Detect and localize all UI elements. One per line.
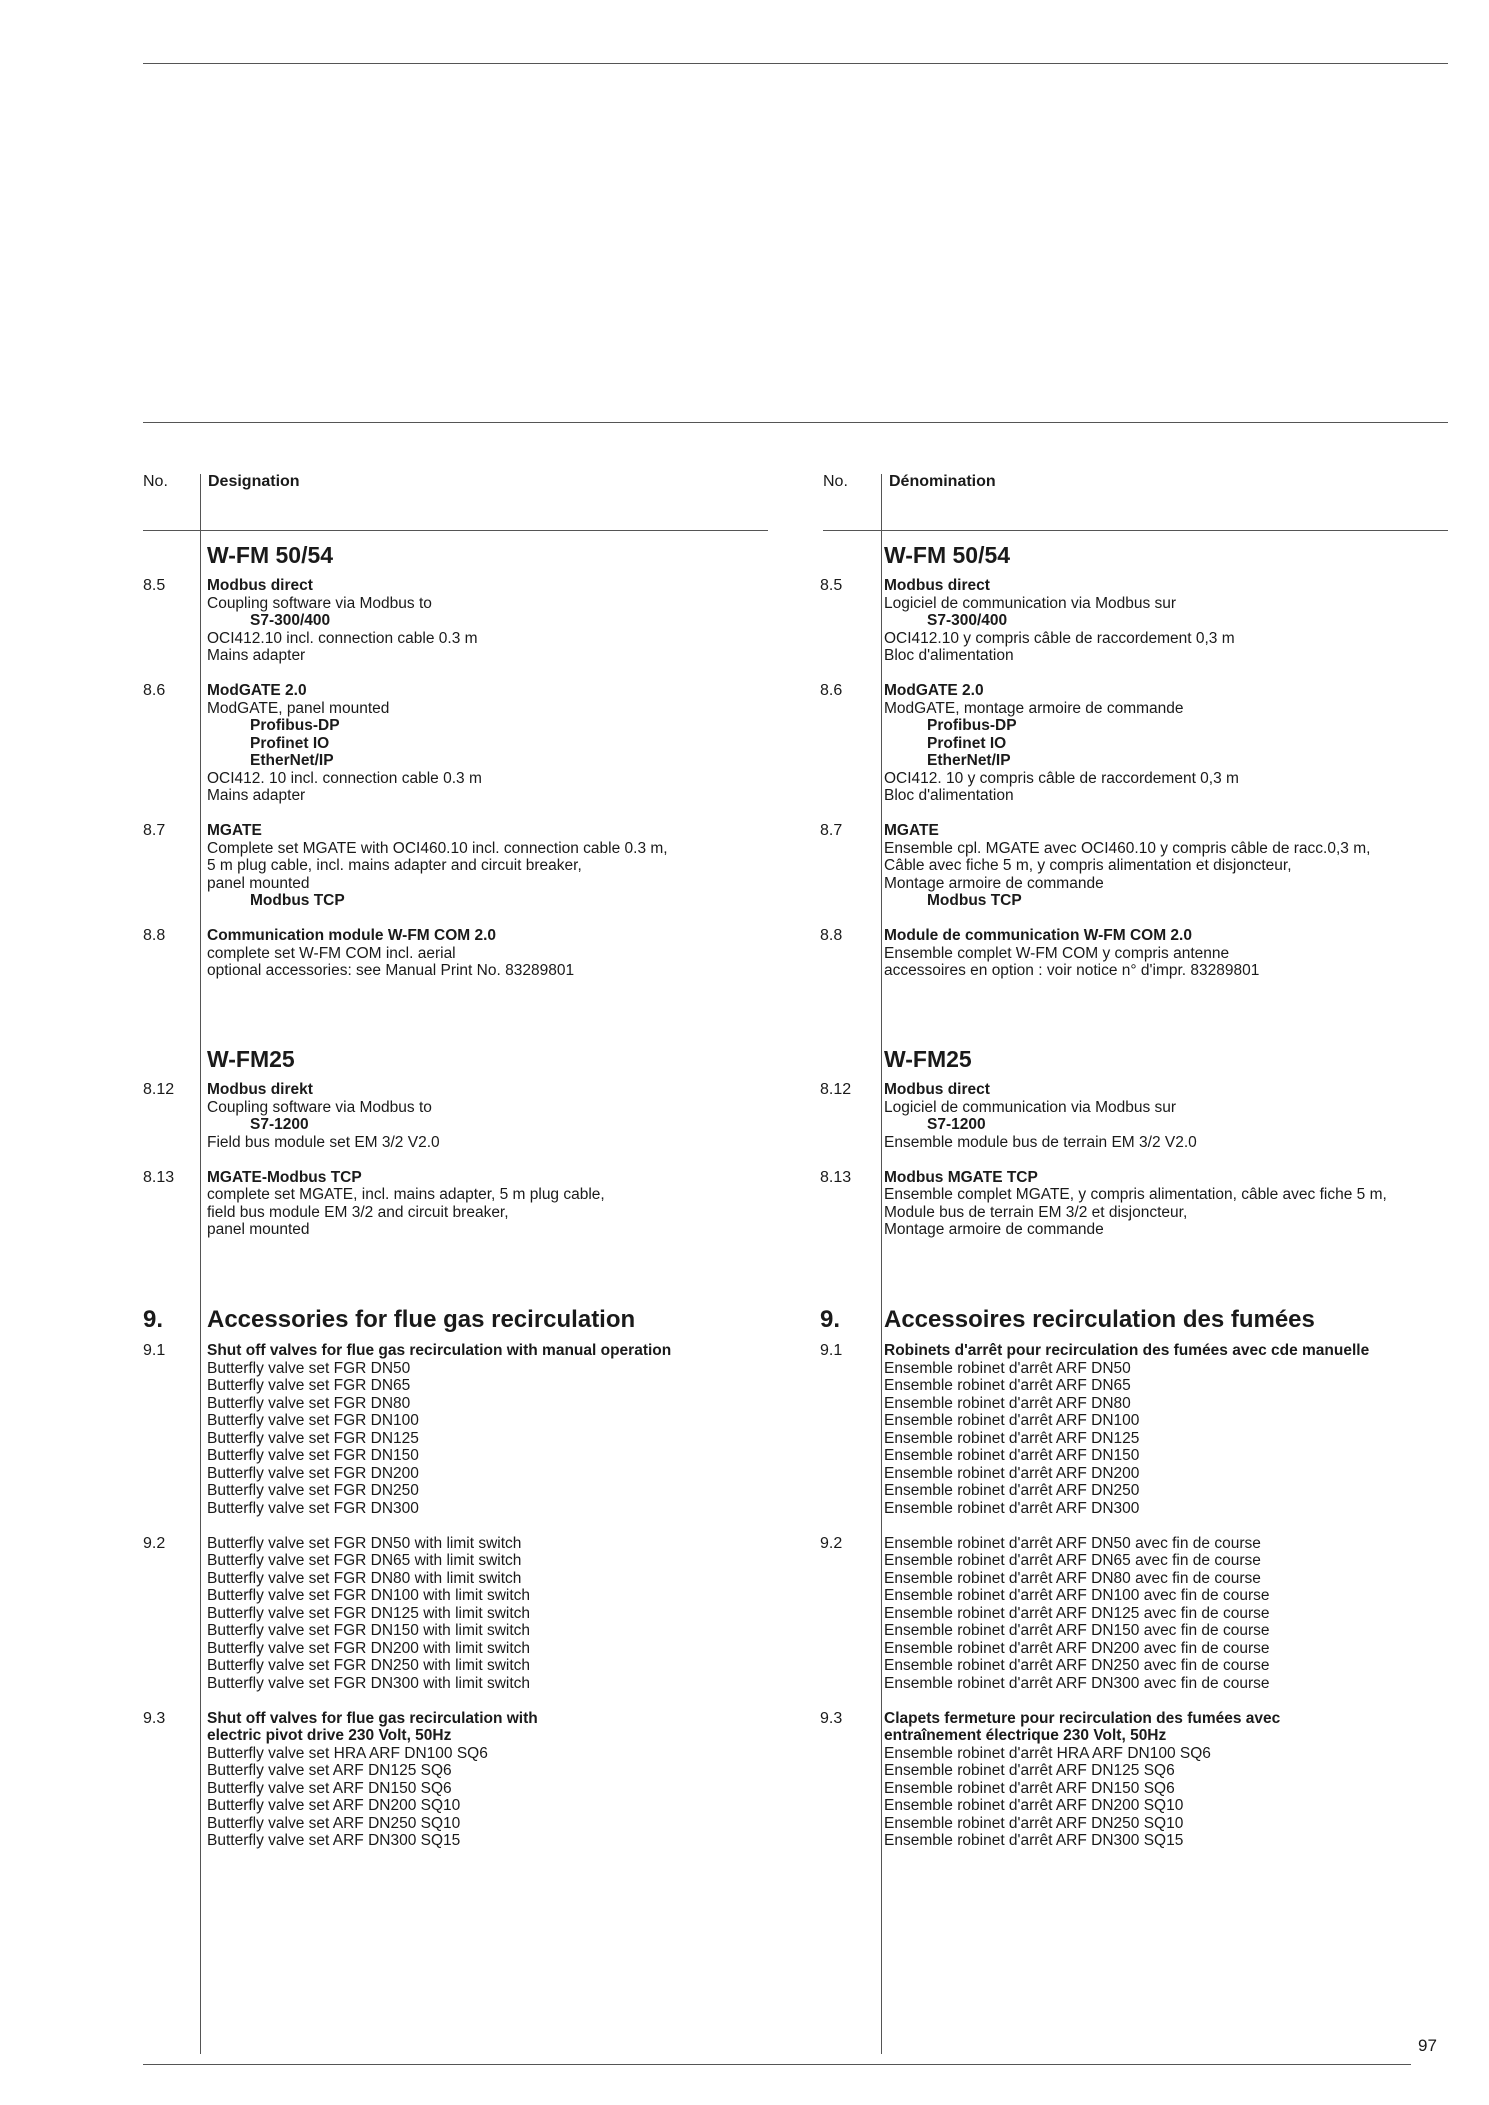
item-number: 8.6 <box>820 682 843 699</box>
item-heading: Robinets d'arrêt pour recirculation des fumées avec cde manuelle <box>884 1342 1370 1359</box>
item-line: Butterfly valve set FGR DN50 with limit switch <box>207 1534 522 1552</box>
item-line: Butterfly valve set HRA ARF DN100 SQ6 <box>207 1744 488 1762</box>
item-line: Ensemble robinet d'arrêt ARF DN300 <box>884 1499 1140 1517</box>
item-entry <box>143 1081 763 1151</box>
item-number: 9.1 <box>820 1342 843 1359</box>
item-heading: Modbus MGATE TCP <box>884 1168 1038 1186</box>
item-variant: S7-1200 <box>250 1116 309 1133</box>
item-line: Butterfly valve set FGR DN150 <box>207 1447 419 1464</box>
item-line: Butterfly valve set FGR DN250 <box>207 1482 419 1499</box>
item-description <box>207 1342 763 1517</box>
section-title: Accessories for flue gas recirculation <box>207 1306 636 1333</box>
group-spacer <box>820 1256 1450 1300</box>
group-spacer <box>820 997 1450 1041</box>
item-entry <box>143 1169 763 1239</box>
left-column <box>143 537 763 1867</box>
table-top-rule <box>143 422 1448 423</box>
item-entry <box>143 682 763 805</box>
item-line: OCI412. 10 incl. connection cable 0.3 m <box>207 769 482 787</box>
item-description <box>207 577 763 665</box>
item-heading: Clapets fermeture pour recirculation des fumées avec <box>884 1709 1281 1727</box>
item-number: 8.12 <box>143 1081 175 1098</box>
item-line: 5 m plug cable, incl. mains adapter and circuit breaker, <box>207 857 582 874</box>
item-heading: MGATE-Modbus TCP <box>207 1168 362 1186</box>
item-entry <box>143 1710 763 1850</box>
item-line: Bloc d'alimentation <box>884 647 1014 664</box>
group-title: W-FM25 <box>207 1046 295 1072</box>
item-line: ModGATE, montage armoire de commande <box>884 699 1184 717</box>
item-number: 8.8 <box>820 927 843 944</box>
item-description <box>207 682 763 805</box>
item-line: complete set MGATE, incl. mains adapter, 5 m plug cable, <box>207 1186 605 1203</box>
item-number: 8.13 <box>143 1168 175 1186</box>
item-line: OCI412.10 y compris câble de raccordement 0,3 m <box>884 629 1235 647</box>
item-line: Ensemble robinet d'arrêt ARF DN300 SQ15 <box>884 1832 1184 1849</box>
item-line: Butterfly valve set FGR DN300 with limit switch <box>207 1674 531 1692</box>
item-variant: Profibus-DP <box>250 717 340 734</box>
item-line: Butterfly valve set FGR DN200 <box>207 1464 419 1482</box>
item-variant: EtherNet/IP <box>250 752 334 769</box>
item-entry <box>820 1342 1450 1517</box>
header-no-left: No. <box>143 473 168 490</box>
bottom-rule <box>143 2064 1411 2065</box>
item-line: Butterfly valve set FGR DN125 <box>207 1429 419 1447</box>
item-line: panel mounted <box>207 874 310 892</box>
item-entry <box>820 1710 1450 1850</box>
item-line: OCI412. 10 y compris câble de raccordement 0,3 m <box>884 769 1239 787</box>
item-line: Ensemble robinet d'arrêt ARF DN200 <box>884 1464 1140 1482</box>
section-title: Accessoires recirculation des fumées <box>884 1306 1315 1333</box>
item-description <box>884 822 1450 910</box>
item-heading: ModGATE 2.0 <box>884 682 984 699</box>
item-line: panel mounted <box>207 1221 310 1238</box>
item-description <box>207 1169 763 1239</box>
item-line: Butterfly valve set FGR DN125 with limit switch <box>207 1604 531 1622</box>
item-line: Ensemble robinet d'arrêt HRA ARF DN100 SQ6 <box>884 1744 1211 1762</box>
item-entry <box>143 1535 763 1693</box>
group-title: W-FM 50/54 <box>207 542 334 568</box>
page-number: 97 <box>1418 2036 1437 2055</box>
item-line: Ensemble robinet d'arrêt ARF DN150 <box>884 1447 1140 1464</box>
item-line: Ensemble robinet d'arrêt ARF DN125 avec fin de course <box>884 1604 1270 1622</box>
item-variant: S7-1200 <box>927 1116 986 1133</box>
item-number: 8.12 <box>820 1081 852 1098</box>
item-line: Montage armoire de commande <box>884 874 1104 892</box>
item-line: Ensemble cpl. MGATE avec OCI460.10 y compris câble de racc.0,3 m, <box>884 839 1371 857</box>
item-number: 9.2 <box>820 1534 843 1552</box>
item-entry <box>143 927 763 980</box>
item-variant: S7-300/400 <box>927 612 1008 629</box>
group-spacer <box>143 997 763 1041</box>
item-number: 8.7 <box>820 822 843 839</box>
item-description <box>207 822 763 910</box>
item-variant: Modbus TCP <box>927 892 1022 909</box>
item-line: Butterfly valve set FGR DN65 <box>207 1377 411 1394</box>
header-no-right: No. <box>823 473 848 490</box>
item-line: Field bus module set EM 3/2 V2.0 <box>207 1133 440 1151</box>
item-entry <box>820 1169 1450 1239</box>
item-number: 9.2 <box>143 1534 166 1552</box>
item-description <box>884 682 1450 805</box>
item-description <box>207 927 763 980</box>
item-line: Ensemble robinet d'arrêt ARF DN250 SQ10 <box>884 1814 1184 1832</box>
item-description <box>207 1081 763 1151</box>
item-line: Butterfly valve set FGR DN100 <box>207 1412 419 1429</box>
item-heading: ModGATE 2.0 <box>207 682 307 699</box>
item-line: Mains adapter <box>207 647 306 664</box>
header-rule-left <box>143 530 768 531</box>
group-spacer <box>143 1256 763 1300</box>
item-line: Ensemble robinet d'arrêt ARF DN100 <box>884 1412 1140 1429</box>
right-column <box>820 537 1450 1867</box>
item-number: 9.1 <box>143 1342 166 1359</box>
item-line: Coupling software via Modbus to <box>207 1098 432 1116</box>
section-number: 9. <box>143 1306 164 1333</box>
header-designation-right: Dénomination <box>889 473 996 490</box>
item-line: Butterfly valve set ARF DN150 SQ6 <box>207 1779 452 1797</box>
item-line: Butterfly valve set FGR DN200 with limit switch <box>207 1639 531 1657</box>
item-line: Ensemble robinet d'arrêt ARF DN250 <box>884 1482 1140 1499</box>
item-line: Ensemble complet W-FM COM y compris antenne <box>884 944 1230 962</box>
item-line: Butterfly valve set FGR DN100 with limit switch <box>207 1587 531 1604</box>
item-line: Butterfly valve set FGR DN80 <box>207 1394 411 1412</box>
item-line: Butterfly valve set FGR DN80 with limit switch <box>207 1569 522 1587</box>
item-entry <box>820 1535 1450 1693</box>
item-line: Montage armoire de commande <box>884 1221 1104 1238</box>
item-line: Ensemble robinet d'arrêt ARF DN150 avec fin de course <box>884 1622 1270 1639</box>
group-title: W-FM 50/54 <box>884 542 1011 568</box>
item-line: Mains adapter <box>207 787 306 804</box>
item-heading: Communication module W-FM COM 2.0 <box>207 927 497 944</box>
item-variant: Profibus-DP <box>927 717 1017 734</box>
header-designation-left: Designation <box>208 473 300 490</box>
item-line: Logiciel de communication via Modbus sur <box>884 1098 1177 1116</box>
item-number: 8.8 <box>143 927 166 944</box>
item-description <box>884 577 1450 665</box>
item-number: 9.3 <box>820 1709 843 1727</box>
item-variant: Profinet IO <box>250 734 330 752</box>
item-heading: Modbus direct <box>884 577 990 594</box>
item-line: Complete set MGATE with OCI460.10 incl. connection cable 0.3 m, <box>207 839 668 857</box>
group-title: W-FM25 <box>884 1046 972 1072</box>
item-line: Logiciel de communication via Modbus sur <box>884 594 1177 612</box>
item-line: Butterfly valve set ARF DN200 SQ10 <box>207 1797 461 1814</box>
item-heading: Modbus direct <box>884 1081 990 1098</box>
item-line: Butterfly valve set FGR DN150 with limit switch <box>207 1622 531 1639</box>
item-line: Butterfly valve set FGR DN65 with limit switch <box>207 1552 522 1569</box>
item-line: Butterfly valve set ARF DN125 SQ6 <box>207 1762 452 1779</box>
item-description <box>884 1081 1450 1151</box>
item-entry <box>820 682 1450 805</box>
item-line: Butterfly valve set FGR DN50 <box>207 1359 411 1377</box>
item-description <box>207 1535 763 1693</box>
item-number: 8.5 <box>143 577 166 594</box>
item-line: Ensemble robinet d'arrêt ARF DN300 avec fin de course <box>884 1674 1270 1692</box>
item-number: 8.5 <box>820 577 843 594</box>
item-line: Ensemble robinet d'arrêt ARF DN80 <box>884 1394 1131 1412</box>
item-description <box>884 1535 1450 1693</box>
item-line: complete set W-FM COM incl. aerial <box>207 944 456 962</box>
section-number: 9. <box>820 1306 841 1333</box>
top-rule <box>143 63 1448 64</box>
item-variant: S7-300/400 <box>250 612 331 629</box>
item-entry <box>143 1342 763 1517</box>
item-heading: MGATE <box>884 822 939 839</box>
item-entry <box>820 927 1450 980</box>
item-line: Ensemble complet MGATE, y compris alimentation, câble avec fiche 5 m, <box>884 1186 1387 1203</box>
item-line: Ensemble robinet d'arrêt ARF DN65 avec fin de course <box>884 1552 1261 1569</box>
item-line: Bloc d'alimentation <box>884 787 1014 804</box>
item-line: Ensemble robinet d'arrêt ARF DN250 avec fin de course <box>884 1657 1270 1674</box>
item-variant: Modbus TCP <box>250 892 345 909</box>
item-line: Ensemble robinet d'arrêt ARF DN65 <box>884 1377 1131 1394</box>
item-description <box>884 1342 1450 1517</box>
item-description <box>884 1169 1450 1239</box>
item-description <box>207 1710 763 1850</box>
item-variant: Profinet IO <box>927 734 1007 752</box>
item-line: Module bus de terrain EM 3/2 et disjoncteur, <box>884 1203 1188 1221</box>
item-heading: Modbus direkt <box>207 1081 313 1098</box>
item-heading: MGATE <box>207 822 262 839</box>
item-line: ModGATE, panel mounted <box>207 699 390 717</box>
item-number: 8.13 <box>820 1168 852 1186</box>
item-line: Ensemble module bus de terrain EM 3/2 V2.0 <box>884 1133 1197 1151</box>
item-number: 8.7 <box>143 822 166 839</box>
item-variant: EtherNet/IP <box>927 752 1011 769</box>
item-heading: Shut off valves for flue gas recirculation with <box>207 1709 538 1727</box>
item-entry <box>143 822 763 910</box>
item-line: Ensemble robinet d'arrêt ARF DN80 avec fin de course <box>884 1569 1261 1587</box>
item-number: 8.6 <box>143 682 166 699</box>
item-line: Coupling software via Modbus to <box>207 594 432 612</box>
item-heading: electric pivot drive 230 Volt, 50Hz <box>207 1727 452 1744</box>
item-number: 9.3 <box>143 1709 166 1727</box>
item-line: Butterfly valve set FGR DN250 with limit switch <box>207 1657 531 1674</box>
item-entry <box>820 577 1450 665</box>
header-rule-right <box>823 530 1448 531</box>
item-heading: entraînement électrique 230 Volt, 50Hz <box>884 1727 1167 1744</box>
item-line: field bus module EM 3/2 and circuit breaker, <box>207 1203 509 1221</box>
item-line: Ensemble robinet d'arrêt ARF DN125 SQ6 <box>884 1762 1175 1779</box>
item-line: Butterfly valve set FGR DN300 <box>207 1499 419 1517</box>
item-heading: Module de communication W-FM COM 2.0 <box>884 927 1192 944</box>
item-entry <box>143 577 763 665</box>
item-entry <box>820 1081 1450 1151</box>
item-line: optional accessories: see Manual Print No. 83289801 <box>207 962 575 979</box>
item-line: Câble avec fiche 5 m, y compris alimentation et disjoncteur, <box>884 857 1292 874</box>
item-line: Butterfly valve set ARF DN250 SQ10 <box>207 1814 461 1832</box>
item-line: Ensemble robinet d'arrêt ARF DN50 avec fin de course <box>884 1534 1261 1552</box>
section-heading <box>820 1300 1450 1340</box>
item-heading: Shut off valves for flue gas recirculation with manual operation <box>207 1342 672 1359</box>
item-heading: Modbus direct <box>207 577 313 594</box>
item-line: Ensemble robinet d'arrêt ARF DN200 SQ10 <box>884 1797 1184 1814</box>
section-heading <box>143 1300 763 1340</box>
item-entry <box>820 822 1450 910</box>
item-line: OCI412.10 incl. connection cable 0.3 m <box>207 629 478 647</box>
item-line: Ensemble robinet d'arrêt ARF DN125 <box>884 1429 1140 1447</box>
item-description <box>884 927 1450 980</box>
item-description <box>884 1710 1450 1850</box>
item-line: Ensemble robinet d'arrêt ARF DN100 avec fin de course <box>884 1587 1270 1604</box>
item-line: accessoires en option : voir notice n° d'impr. 83289801 <box>884 962 1260 979</box>
item-line: Butterfly valve set ARF DN300 SQ15 <box>207 1832 461 1849</box>
item-line: Ensemble robinet d'arrêt ARF DN50 <box>884 1359 1131 1377</box>
item-line: Ensemble robinet d'arrêt ARF DN200 avec fin de course <box>884 1639 1270 1657</box>
item-line: Ensemble robinet d'arrêt ARF DN150 SQ6 <box>884 1779 1175 1797</box>
